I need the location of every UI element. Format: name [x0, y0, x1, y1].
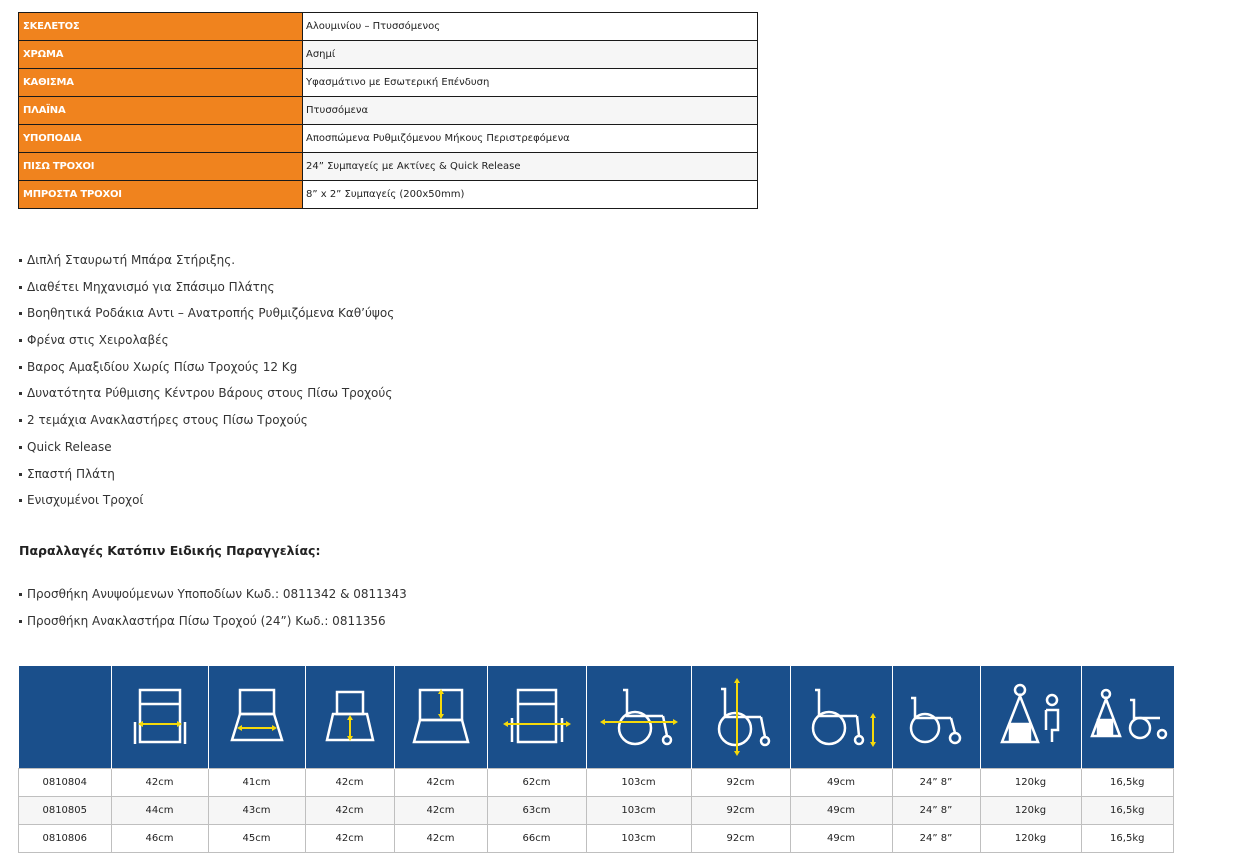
list-item: Σπαστή Πλάτη [19, 465, 394, 492]
list-item: Βαρος Αμαξιδίου Χωρίς Πίσω Τροχούς 12 Kg [19, 358, 394, 385]
seat-depth-icon [305, 666, 394, 769]
spec-row [19, 97, 758, 125]
spec-value: Αλουμινίου – Πτυσσόμενος [303, 13, 758, 41]
dimensions-header [19, 666, 1174, 769]
spec-value: Ασημί [303, 41, 758, 69]
spec-value: 24” Συμπαγείς με Ακτίνες & Quick Release [303, 153, 758, 181]
code-column-header [19, 666, 112, 769]
overall-height-value: 92cm [691, 769, 790, 797]
list-item: Διαθέτει Μηχανισμό για Σπάσιμο Πλάτης [19, 278, 394, 305]
seat-height-value: 49cm [790, 797, 892, 825]
max-load-value: 120kg [980, 825, 1081, 853]
list-item: 2 τεμάχια Ανακλαστήρες στους Πίσω Τροχούς [19, 411, 394, 438]
overall-width-value: 63cm [487, 797, 586, 825]
seat-depth-top-icon [394, 666, 487, 769]
seat-height-value: 49cm [790, 825, 892, 853]
product-code: 0810805 [19, 797, 112, 825]
spec-label: ΣΚΕΛΕΤΟΣ [19, 13, 303, 41]
bullet-icon [19, 259, 22, 262]
overall-width-value: 66cm [487, 825, 586, 853]
seat-depth-value: 42cm [305, 769, 394, 797]
seat-width-value: 42cm [111, 769, 208, 797]
spec-label: ΜΠΡΟΣΤΑ ΤΡΟΧΟΙ [19, 181, 303, 209]
bullet-icon [19, 473, 22, 476]
seat-depth-top-value: 42cm [394, 825, 487, 853]
chair-weight-icon [1081, 666, 1174, 769]
spec-label: ΠΙΣΩ ΤΡΟΧΟΙ [19, 153, 303, 181]
bullet-icon [19, 446, 22, 449]
wheel-size-value: 24” 8” [892, 769, 980, 797]
seat-width-value: 46cm [111, 825, 208, 853]
overall-length-value: 103cm [586, 769, 691, 797]
seat-depth-top-value: 42cm [394, 769, 487, 797]
chair-weight-value: 16,5kg [1081, 825, 1174, 853]
spec-label: ΚΑΘΙΣΜΑ [19, 69, 303, 97]
bullet-icon [19, 499, 22, 502]
wheel-size-value: 24” 8” [892, 825, 980, 853]
max-load-icon [980, 666, 1081, 769]
seat-height-icon [790, 666, 892, 769]
spec-label: ΧΡΩΜΑ [19, 41, 303, 69]
bullet-icon [19, 286, 22, 289]
bullet-icon [19, 312, 22, 315]
overall-height-icon [691, 666, 790, 769]
list-item: Προσθήκη Ανυψούμενων Υποποδίων Κωδ.: 0811342 & 0811343 [19, 585, 407, 612]
wheel-size-icon [892, 666, 980, 769]
dimensions-table [18, 666, 1174, 853]
seat-width-value: 44cm [111, 797, 208, 825]
chair-weight-value: 16,5kg [1081, 797, 1174, 825]
spec-row [19, 153, 758, 181]
spec-row [19, 125, 758, 153]
table-row [19, 797, 1174, 825]
list-item: Προσθήκη Ανακλαστήρα Πίσω Τροχού (24”) Κωδ.: 0811356 [19, 612, 407, 639]
seat-width-top-value: 45cm [208, 825, 305, 853]
product-code: 0810804 [19, 769, 112, 797]
bullet-icon [19, 620, 22, 623]
list-item: Δυνατότητα Ρύθμισης Κέντρου Βάρους στους Πίσω Τροχούς [19, 384, 394, 411]
list-item: Βοηθητικά Ροδάκια Αντι – Ανατροπής Ρυθμιζόμενα Καθ’ύψος [19, 304, 394, 331]
seat-width-top-value: 41cm [208, 769, 305, 797]
seat-width-top-value: 43cm [208, 797, 305, 825]
seat-width-icon [111, 666, 208, 769]
table-row [19, 769, 1174, 797]
seat-width-top-icon [208, 666, 305, 769]
variants-heading: Παραλλαγές Κατόπιν Ειδικής Παραγγελίας: [19, 543, 321, 558]
overall-height-value: 92cm [691, 797, 790, 825]
overall-length-icon [586, 666, 691, 769]
seat-depth-value: 42cm [305, 797, 394, 825]
seat-depth-value: 42cm [305, 825, 394, 853]
spec-value: Αποσπώμενα Ρυθμιζόμενου Μήκους Περιστρεφόμενα [303, 125, 758, 153]
bullet-icon [19, 419, 22, 422]
overall-length-value: 103cm [586, 797, 691, 825]
product-code: 0810806 [19, 825, 112, 853]
bullet-icon [19, 593, 22, 596]
spec-label: ΥΠΟΠΟΔΙΑ [19, 125, 303, 153]
overall-height-value: 92cm [691, 825, 790, 853]
spec-label: ΠΛΑΪΝΑ [19, 97, 303, 125]
seat-height-value: 49cm [790, 769, 892, 797]
feature-list [19, 251, 394, 518]
chair-weight-value: 16,5kg [1081, 769, 1174, 797]
overall-length-value: 103cm [586, 825, 691, 853]
bullet-icon [19, 339, 22, 342]
spec-row [19, 69, 758, 97]
list-item: Quick Release [19, 438, 394, 465]
spec-row [19, 41, 758, 69]
wheel-size-value: 24” 8” [892, 797, 980, 825]
spec-table [18, 12, 758, 209]
spec-row [19, 181, 758, 209]
overall-width-value: 62cm [487, 769, 586, 797]
spec-value: Υφασμάτινο με Εσωτερική Επένδυση [303, 69, 758, 97]
spec-value: Πτυσσόμενα [303, 97, 758, 125]
list-item: Φρένα στις Χειρολαβές [19, 331, 394, 358]
spec-row [19, 13, 758, 41]
table-row [19, 825, 1174, 853]
list-item: Διπλή Σταυρωτή Μπάρα Στήριξης. [19, 251, 394, 278]
bullet-icon [19, 366, 22, 369]
variants-list [19, 585, 407, 639]
spec-value: 8” x 2” Συμπαγείς (200x50mm) [303, 181, 758, 209]
bullet-icon [19, 392, 22, 395]
list-item: Ενισχυμένοι Τροχοί [19, 491, 394, 518]
max-load-value: 120kg [980, 769, 1081, 797]
overall-width-icon [487, 666, 586, 769]
seat-depth-top-value: 42cm [394, 797, 487, 825]
max-load-value: 120kg [980, 797, 1081, 825]
